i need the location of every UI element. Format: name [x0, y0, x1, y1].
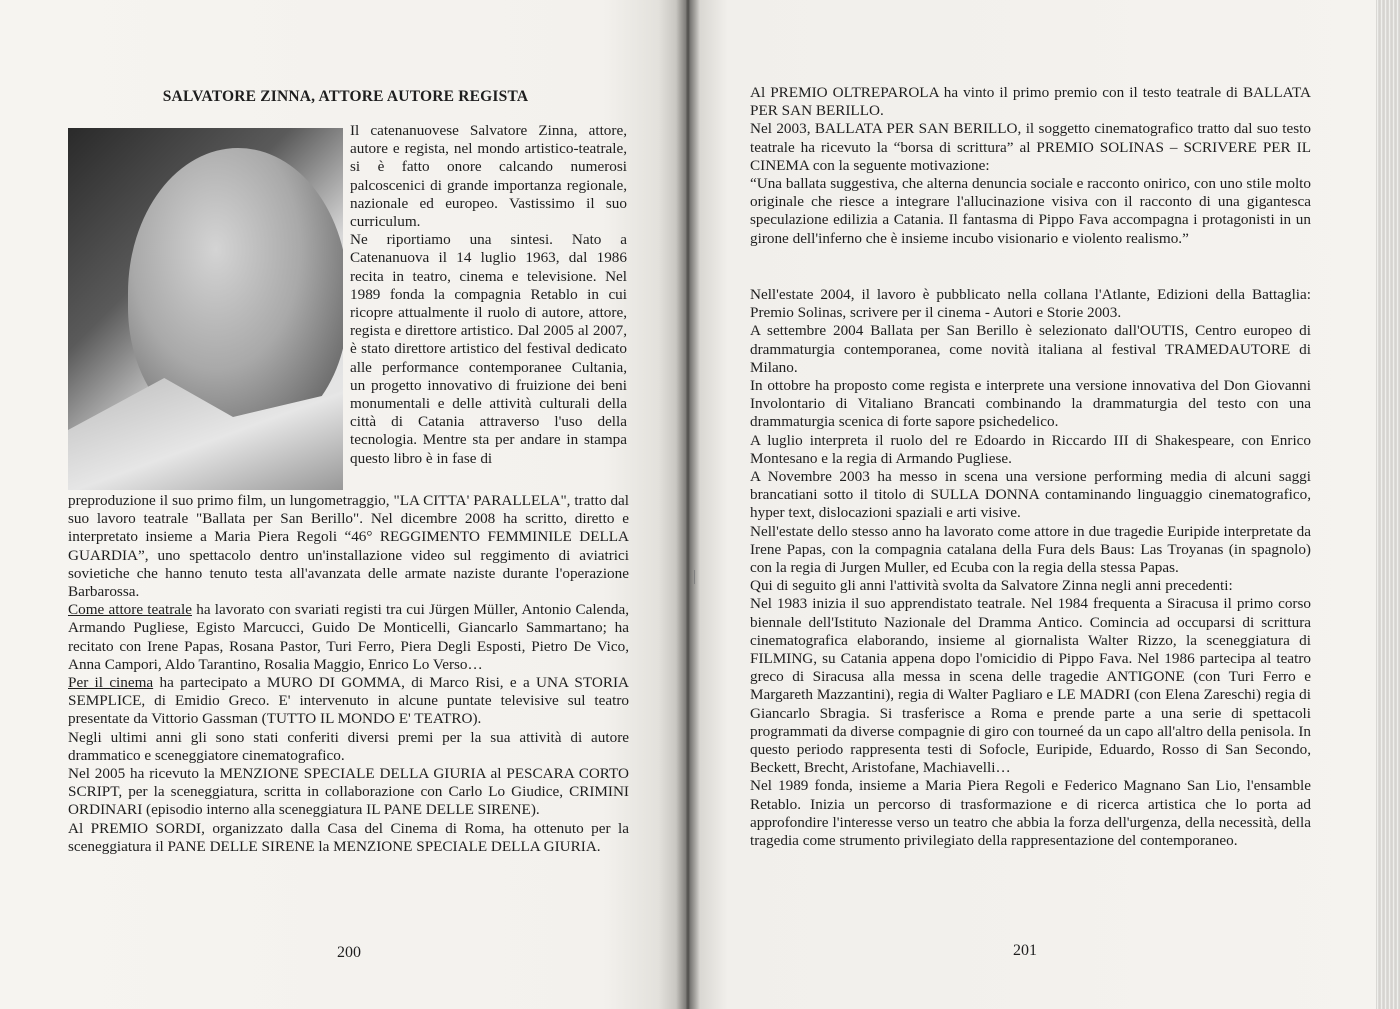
body-paragraph: Al PREMIO OLTREPAROLA ha vinto il primo premio con il testo teatrale di BALLATA PER SAN BERILLO.	[750, 84, 1311, 120]
intro-paragraph: Ne riportiamo una sintesi. Nato a Catenanuova il 14 luglio 1963, dal 1986 recita in teatro, cinema e televisione. Nel 1989 fonda la compagnia Retablo in cui ricopre attualmente il ruolo di autore, attore, regista e direttore artistico. Dal 2005 al 2007, è stato direttore artistico del festival dedicato alle performance contemporanee Cultania, un progetto innovativo di fruizione dei beni monumentali e delle attività culturali della città di Catania attraverso l'uso della tecnologia. Mentre sta per andare in stampa questo libro è in fase di	[350, 231, 627, 467]
page-edges	[1376, 0, 1400, 1009]
body-paragraph: A luglio interpreta il ruolo del re Edoardo in Riccardo III di Shakespeare, con Enrico Montesano e la regia di Armando Pugliese.	[750, 431, 1311, 467]
body-paragraph: Nel 2003, BALLATA PER SAN BERILLO, il soggetto cinematografico tratto dal suo testo teatrale ha ricevuto la “borsa di scrittura” al PREMIO SOLINAS – SCRIVERE PER IL CINEMA con la seguente motivazione:	[750, 120, 1311, 174]
continuation-paragraph: preproduzione il suo primo film, un lungometraggio, "LA CITTA' PARALLELA", tratto dal suo lavoro teatrale "Ballata per San Berillo". Nel dicembre 2008 ha scritto, diretto e interpretato insieme a Maria Piera Regoli “46° REGGIMENTO FEMMINILE DELLA GUARDIA”, uno spettacolo dentro un'installazione video sul reggimento di aviatrici sovietiche che hanno tenuto testa all'avanzata delle armate naziste durante l'operazione Barbarossa.	[68, 492, 629, 601]
body-paragraph: A Novembre 2003 ha messo in scena una versione performing media di alcuni saggi brancatiani sotto il titolo di SULLA DONNA contaminando linguaggio cinematografico, hyper text, dislocazioni spaziali e arti visive.	[750, 468, 1311, 522]
body-paragraph: Nell'estate dello stesso anno ha lavorato come attore in due tragedie Euripide interpretate da Irene Papas, con la compagnia catalana della Fura dels Baus: Las Troyanas (in spagnolo) con la regia di Jurgen Muller, ed Ecuba con la regia della stessa Papas.	[750, 522, 1311, 577]
left-page	[0, 0, 686, 1009]
body-paragraph: Nel 1983 inizia il suo apprendistato teatrale. Nel 1984 frequenta a Siracusa il primo corso biennale dell'Istituto Nazionale del Dramma Antico. Comincia ad occuparsi di scrittura cinematografica elaborando, insieme al giornalista Walter Rizzo, la sceneggiatura di FILMING, su Catania appena dopo l'omicidio di Pippo Fava. Nel 1986 partecipa al teatro greco di Siracusa alla messa in scena delle tragedie ANTIGONE (con Turi Ferro e Margareth Mazzantini), regia di Walter Pagliaro e LE MADRI (con Elena Zareschi) regia di Giancarlo Sbragia. Si trasferisce a Roma e prende parte a una serie di spettacoli programmati da diverse compagnie di giro con tourneé da un capo all'altro della penisola. In questo periodo rappresenta testi di Sofocle, Euripide, Eduardo, Rosso di San Secondo, Beckett, Brecht, Aristofane, Machiavelli…	[750, 595, 1311, 777]
page-number-right: 201	[1013, 942, 1037, 959]
body-paragraph: Nel 2005 ha ricevuto la MENZIONE SPECIALE DELLA GIURIA al PESCARA CORTO SCRIPT, per la sceneggiatura, scritta in collaborazione con Carlo Lo Giudice, CRIMINI ORDINARI (episodio interno alla sceneggiatura IL PANE DELLE SIRENE).	[68, 765, 629, 819]
quote-paragraph: “Una ballata suggestiva, che alterna denuncia sociale e racconto onirico, con uno stile molto originale che riesce a integrare l'allucinazione visiva con il racconto di una gigantesca speculazione edilizia a Catania. Il fantasma di Pippo Fava accompagna i protagonisti in un girone dell'inferno che è insieme incubo visionario e violento realismo.”	[750, 175, 1311, 247]
body-paragraph: Qui di seguito gli anni l'attività svolta da Salvatore Zinna negli anni precedenti:	[750, 577, 1233, 595]
page-number-left: 200	[337, 944, 361, 961]
body-paragraph: Negli ultimi anni gli sono stati conferiti diversi premi per la sua attività di autore drammatico e sceneggiatore cinematografico.	[68, 728, 629, 764]
right-page	[686, 0, 1376, 1009]
body-paragraph: Nell'estate 2004, il lavoro è pubblicato nella collana l'Atlante, Edizioni della Battaglia: Premio Solinas, scrivere per il cinema - Autori e Storie 2003.	[750, 286, 1311, 322]
cinema-text: ha partecipato a MURO DI GOMMA, di Marco Risi, e a UNA STORIA SEMPLICE, di Emidio Greco. E' intervenuto in alcune puntate televisive sul teatro presentate da Vittorio Gassman (TUTTO IL MONDO E' TEATRO).	[68, 674, 629, 728]
page-heading: SALVATORE ZINNA, ATTORE AUTORE REGISTA	[162, 88, 529, 105]
intro-paragraph: Il catenanuovese Salvatore Zinna, attore, autore e regista, nel mondo artistico-teatrale, si è fatto onore calcando numerosi palcoscenici di grande importanza regionale, nazionale ed europeo. Vastissimo il suo curriculum.	[350, 122, 627, 231]
body-paragraph: In ottobre ha proposto come regista e interprete una versione innovativa del Don Giovanni Involontario di Vitaliano Brancati combinando la drammaturgia del testo con una drammaturgia scenica di forte sapore psichedelico.	[750, 377, 1311, 431]
portrait-photo	[68, 128, 343, 490]
right-block-career	[750, 286, 1311, 850]
body-paragraph: A settembre 2004 Ballata per San Berillo è selezionato dall'OUTIS, Centro europeo di drammaturgia contemporanea, come novità italiana al festival TRAMEDAUTORE di Milano.	[750, 322, 1311, 376]
theatre-text: ha lavorato con svariati registi tra cui Jürgen Müller, Antonio Calenda, Armando Pugliese, Egisto Marcucci, Guido De Monticelli, Giancarlo Sammartano; ha recitato con Irene Papas, Rosana Pastor, Turi Ferro, Piera Degli Esposti, Pietro De Vico, Anna Campori, Aldo Tarantino, Rosalia Maggio, Enrico Lo Verso…	[68, 601, 630, 673]
theatre-label: Come attore teatrale	[68, 601, 192, 619]
right-block-awards	[750, 84, 1311, 248]
cinema-paragraph	[68, 674, 629, 729]
book-gutter	[676, 0, 700, 1009]
body-paragraph: Al PREMIO SORDI, organizzato dalla Casa del Cinema di Roma, ha ottenuto per la sceneggiatura il PANE DELLE SIRENE la MENZIONE SPECIALE DELLA GIURIA.	[68, 819, 629, 855]
body-paragraph: Nel 1989 fonda, insieme a Maria Piera Regoli e Federico Magnano San Lio, l'ensamble Retablo. Inizia un percorso di trasformazione e di ricerca artistica che lo porta ad approfondire l'interesse verso un teatro che abbia la forza dell'urgenza, della necessità, della tragedia come strumento privilegiato della rappresentazione del contemporaneo.	[750, 777, 1311, 850]
cinema-label: Per il cinema	[68, 674, 154, 692]
intro-column	[350, 122, 627, 468]
theatre-paragraph	[68, 601, 629, 674]
left-body-text	[68, 492, 629, 856]
